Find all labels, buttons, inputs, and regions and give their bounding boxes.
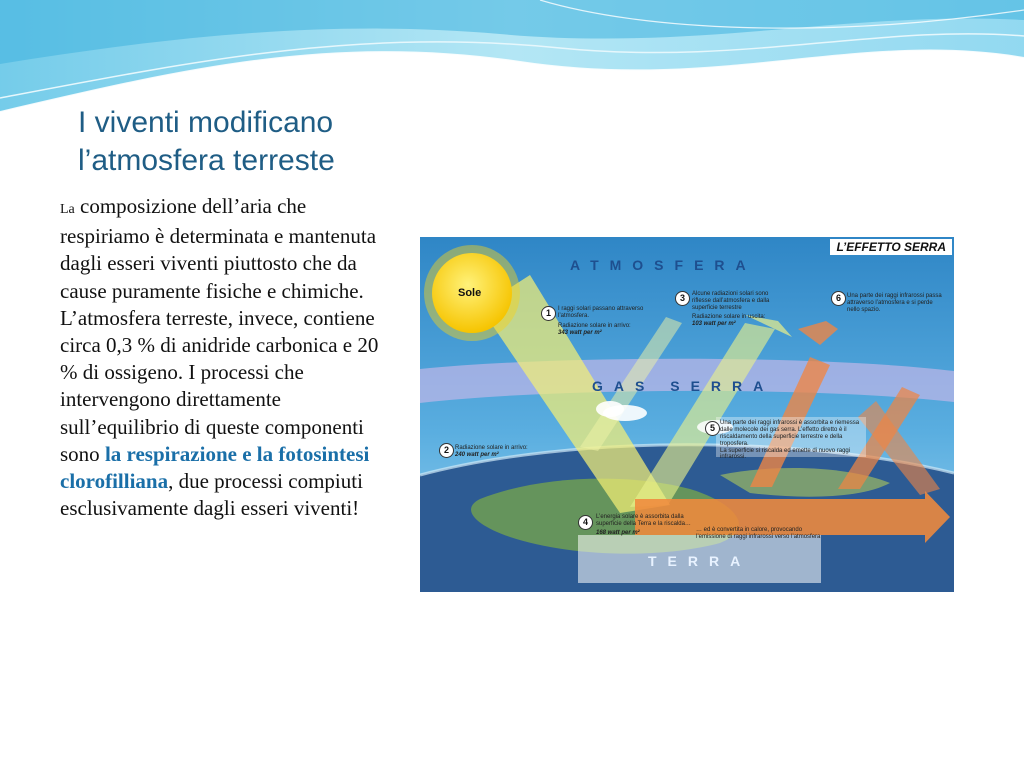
highlight-text: la respirazione e la fotosintesi clorofilliana	[60, 441, 370, 494]
terra-label: TERRA	[648, 553, 752, 569]
step-4b-caption: … ed è convertita in calore, provocando l’emissione di raggi infrarossi verso l’atmosfera	[696, 527, 821, 540]
step-1-caption: I raggi solari passano attraverso l’atmosfera. Radiazione solare in arrivo: 343 watt per m²	[558, 306, 644, 336]
diagram-artwork	[420, 237, 954, 592]
step-1-number: 1	[541, 306, 556, 321]
step-2-caption: Radiazione solare in arrivo: 240 watt per m²	[455, 445, 528, 458]
step-3-caption: Alcune radiazioni solari sono riflesse dall’atmosfera e dalla superficie terrestre Radiazione solare in uscita: 103 watt per m²	[692, 291, 770, 327]
atmosfera-label: ATMOSFERA	[570, 257, 757, 273]
slide-title: I viventi modificano l’atmosfera terreste	[78, 106, 335, 177]
step-4-caption: L’energia solare è assorbita dalla superficie della Terra e la riscalda… 168 watt per m²	[596, 514, 691, 536]
slide-body-text: La composizione dell’aria che respiriamo è determinata e mantenuta dagli esseri viventi piuttosto che da cause puramente fisiche e chimiche. L’atmosfera terreste, invece, contiene circa 0,3 % di anidride carbonica e 20 % di ossigeno. I processi che intervengono direttamente sull’equilibrio di queste componenti sono la respirazione e la fotosintesi clorofilliana, due processi compiuti esclusivamente dagli esseri viventi!	[60, 194, 379, 521]
step-2-number: 2	[439, 443, 454, 458]
step-5-number: 5	[705, 421, 720, 436]
step-6-number: 6	[831, 291, 846, 306]
gas-serra-label: GAS SERRA	[592, 378, 775, 394]
step-6-caption: Una parte dei raggi infrarossi passa attraverso l’atmosfera e si perde nello spazio.	[847, 293, 942, 313]
diagram-title: L’EFFETTO SERRA	[830, 239, 952, 255]
step-5-caption: Una parte dei raggi infrarossi è assorbita e riemessa dalle molecole dei gas serra. L’effetto diretto è il riscaldamento della superficie terrestre e della troposfera. La superficie si riscalda ed emette di nuovo raggi infrarossi.	[720, 420, 860, 461]
greenhouse-effect-diagram	[420, 237, 954, 592]
step-4-number: 4	[578, 515, 593, 530]
sole-label: Sole	[458, 287, 482, 299]
step-3-number: 3	[675, 291, 690, 306]
